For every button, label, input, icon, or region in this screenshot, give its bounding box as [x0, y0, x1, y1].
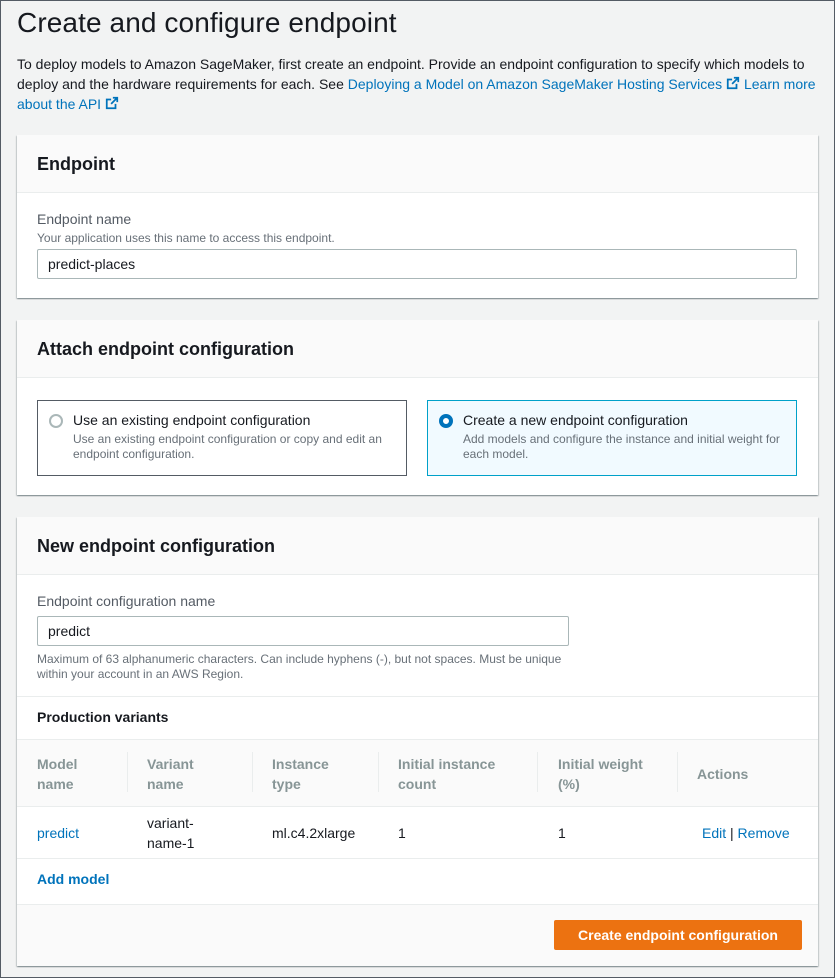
section-divider	[17, 696, 818, 697]
column-separator	[252, 752, 253, 792]
add-model-link[interactable]: Add model	[37, 871, 110, 887]
create-new-config-title: Create a new endpoint configuration	[463, 412, 688, 428]
instance-type-cell: ml.c4.2xlarge	[272, 825, 356, 841]
column-separator	[677, 752, 678, 792]
external-link-icon	[726, 76, 740, 90]
new-config-panel-header: New endpoint configuration	[17, 517, 818, 575]
column-header-initial-weight: Initial weight (%)	[558, 756, 643, 792]
create-new-config-description: Add models and configure the instance and initial weight for each model.	[463, 432, 780, 461]
radio-checked-icon[interactable]	[439, 414, 453, 428]
learn-more-api-link-text: Learn more about the API	[17, 76, 816, 112]
production-variants-title: Production variants	[37, 709, 169, 725]
intro-paragraph	[17, 54, 817, 114]
edit-variant-link[interactable]: Edit	[702, 825, 727, 841]
config-name-input[interactable]: predict	[37, 616, 569, 646]
actions-cell	[702, 823, 790, 843]
column-header-instance-type: Instance type	[272, 756, 329, 792]
endpoint-panel-header: Endpoint	[17, 135, 818, 193]
remove-variant-link[interactable]: Remove	[737, 825, 790, 841]
deploying-model-link[interactable]	[348, 76, 740, 92]
endpoint-name-label: Endpoint name	[37, 211, 132, 227]
external-link-icon	[105, 96, 119, 110]
column-separator	[378, 752, 379, 792]
endpoint-name-description: Your application uses this name to access this endpoint.	[37, 231, 335, 245]
column-header-variant-name: Variant name	[147, 756, 194, 792]
endpoint-name-input[interactable]: predict-places	[37, 249, 797, 279]
initial-weight-cell: 1	[558, 825, 566, 841]
page-title: Create and configure endpoint	[17, 7, 397, 38]
column-separator	[127, 752, 128, 792]
create-new-config-tile[interactable]	[427, 400, 797, 476]
variant-name-cell: variant-name-1	[147, 815, 195, 851]
column-separator	[537, 752, 538, 792]
column-header-initial-instance-count: Initial instance count	[398, 756, 496, 792]
new-endpoint-config-panel	[17, 517, 818, 966]
attach-config-panel-header: Attach endpoint configuration	[17, 320, 818, 378]
intro-text: To deploy models to Amazon SageMaker, first create an endpoint. Provide an endpoint configuration to specify which models to deploy and the hardware requirements for each. See	[17, 56, 805, 92]
model-name-link[interactable]: predict	[37, 825, 80, 841]
use-existing-config-title: Use an existing endpoint configuration	[73, 412, 311, 428]
radio-unchecked-icon[interactable]	[49, 414, 63, 428]
column-header-actions: Actions	[697, 766, 749, 782]
use-existing-config-description: Use an existing endpoint configuration or copy and edit an endpoint configuration.	[73, 432, 382, 461]
config-name-label: Endpoint configuration name	[37, 593, 216, 609]
config-name-hint: Maximum of 63 alphanumeric characters. Can include hyphens (-), but not spaces. Must be unique within your account in an AWS Region.	[37, 652, 562, 681]
actions-separator: |	[730, 825, 734, 841]
create-endpoint-configuration-button[interactable]: Create endpoint configuration	[554, 920, 802, 950]
endpoint-panel	[17, 135, 818, 298]
attach-config-panel	[17, 320, 818, 495]
table-row	[17, 807, 818, 859]
deploying-model-link-text: Deploying a Model on Amazon SageMaker Hosting Services	[347, 76, 723, 92]
instance-count-cell: 1	[398, 825, 406, 841]
column-header-model-name: Model name	[37, 756, 78, 792]
use-existing-config-tile[interactable]	[37, 400, 407, 476]
variants-table-header	[17, 739, 818, 807]
